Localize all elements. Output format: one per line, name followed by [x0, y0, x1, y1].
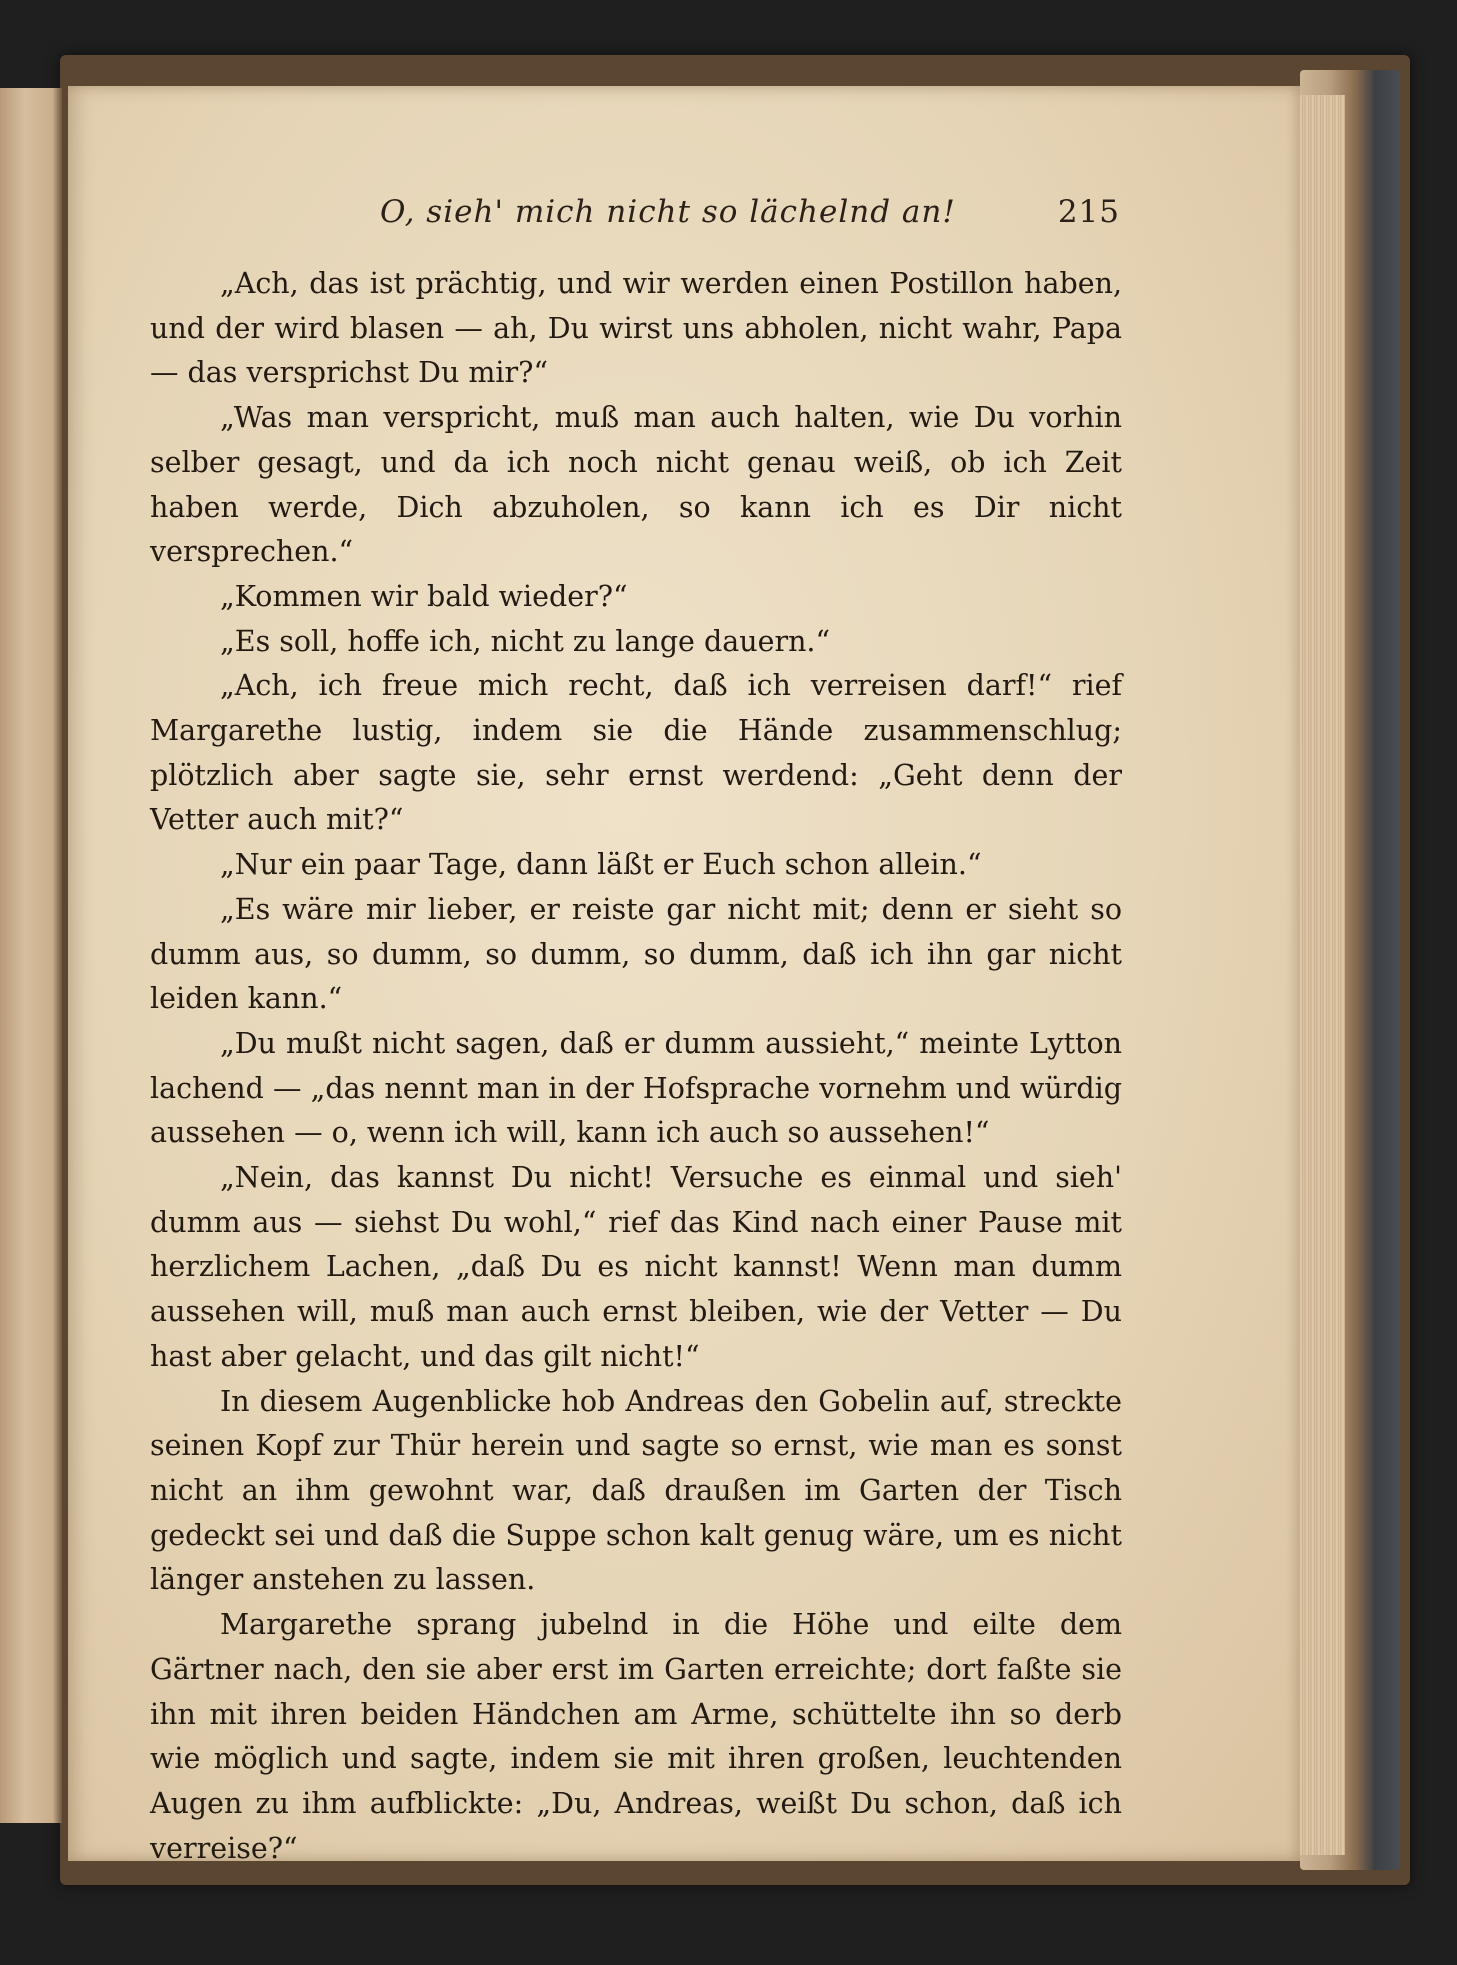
paragraph: „Es wäre mir lieber, er reiste gar nicht mit; denn er sieht so dumm aus, so dumm, so dumm, so dumm, daß ich ihn gar nicht leiden kann.“ — [150, 892, 1122, 1016]
previous-page-edge — [0, 88, 62, 1823]
body-text — [150, 262, 1122, 1871]
paragraph: „Ach, ich freue mich recht, daß ich verreisen darf!“ rief Margarethe lustig, indem sie die Hände zusammenschlug; plötzlich aber sagte sie, sehr ernst werdend: „Geht denn der Vetter auch mit?“ — [150, 669, 1122, 837]
paragraph: „Nur ein paar Tage, dann läßt er Euch schon allein.“ — [220, 848, 982, 882]
page-number: 215 — [1057, 194, 1120, 230]
paragraph: „Ach, das ist prächtig, und wir werden einen Postillon haben, und der wird blasen — ah, Du wirst uns abholen, nicht wahr, Papa — das versprichst Du mir?“ — [150, 267, 1122, 390]
running-head — [150, 194, 1120, 238]
paragraph: „Es soll, hoffe ich, nicht zu lange dauern.“ — [220, 624, 831, 658]
running-head-title: O, sieh' mich nicht so lächelnd an! — [380, 194, 956, 230]
paragraph: „Nein, das kannst Du nicht! Versuche es einmal und sieh' dumm aus — siehst Du wohl,“ rief das Kind nach einer Pause mit herzlichem Lachen, „daß Du es nicht kannst! Wenn man dumm aussehen will, muß man auch ernst bleiben, wie der Vetter — Du hast aber gelacht, und das gilt nicht!“ — [150, 1161, 1122, 1373]
paragraph: „Was man verspricht, muß man auch halten, wie Du vorhin selber gesagt, und da ich noch nicht genau weiß, ob ich Zeit haben werde, Dich abzuholen, so kann ich es Dir nicht versprechen.“ — [150, 401, 1122, 569]
paragraph: Margarethe sprang jubelnd in die Höhe und eilte dem Gärtner nach, den sie aber erst im Garten erreichte; dort faßte sie ihn mit ihren beiden Händchen am Arme, schüttelte ihn so derb wie möglich und sagte, indem sie mit ihren großen, leuchtenden Augen zu ihm aufblickte: „Du, Andreas, weißt Du schon, daß ich verreise?“ — [150, 1608, 1122, 1865]
paragraph: In diesem Augenblicke hob Andreas den Gobelin auf, streckte seinen Kopf zur Thür herein und sagte so ernst, wie man es sonst nicht an ihm gewohnt war, daß draußen im Garten der Tisch gedeckt sei und daß die Suppe schon kalt genug wäre, um es nicht länger anstehen zu lassen. — [150, 1384, 1122, 1597]
paragraph: „Kommen wir bald wieder?“ — [220, 579, 628, 613]
paragraph: „Du mußt nicht sagen, daß er dumm aussieht,“ meinte Lytton lachend — „das nennt man in der Hofsprache vornehm und würdig aussehen — o, wenn ich will, kann ich auch so aussehen!“ — [150, 1026, 1122, 1150]
